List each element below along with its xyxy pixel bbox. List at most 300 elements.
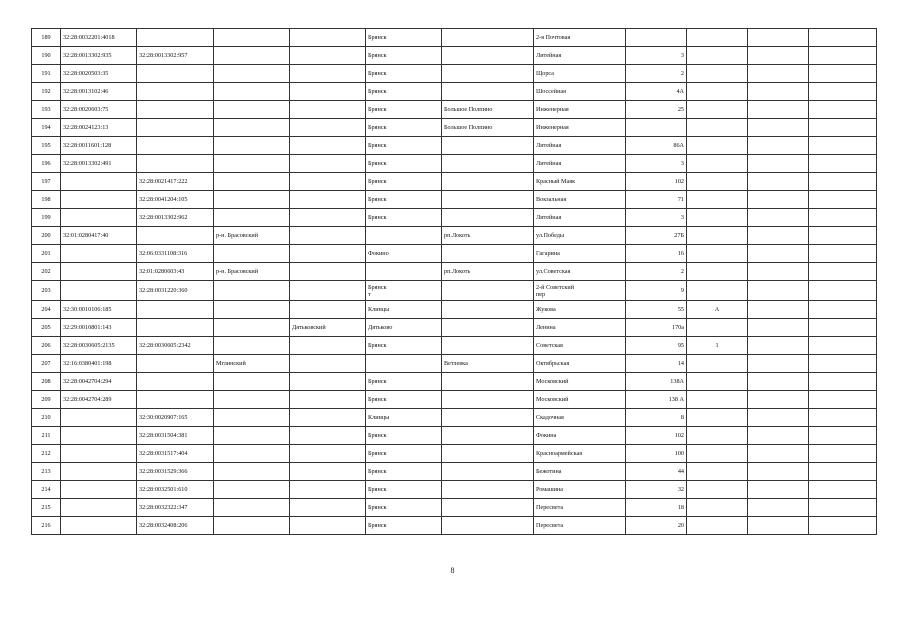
building-cell (687, 101, 748, 119)
house-number-cell: 3 (626, 47, 687, 65)
empty-cell (809, 463, 877, 481)
street-cell: Московский (534, 373, 626, 391)
table-row (32, 227, 877, 245)
empty-cell (809, 391, 877, 409)
table-row (32, 337, 877, 355)
city-cell: Брянск (366, 391, 442, 409)
cadastral-number-cell: 32:29:0010801:143 (61, 319, 137, 337)
district-cell (214, 517, 290, 535)
district-2-cell (290, 227, 366, 245)
settlement-cell (442, 463, 534, 481)
cadastral-number-cell: 32:16:0380401:198 (61, 355, 137, 373)
district-cell (214, 191, 290, 209)
building-cell: 1 (687, 337, 748, 355)
house-number-cell: 27Б (626, 227, 687, 245)
district-2-cell (290, 409, 366, 427)
table-row (32, 155, 877, 173)
settlement-cell (442, 391, 534, 409)
cadastral-number-cell: 32:28:0013302:935 (61, 47, 137, 65)
empty-cell (748, 137, 809, 155)
empty-cell (809, 191, 877, 209)
empty-cell (809, 517, 877, 535)
city-cell: Брянск (366, 29, 442, 47)
cadastral-number-cell (61, 173, 137, 191)
district-cell (214, 373, 290, 391)
cadastral-number-2-cell: 32:28:0032501:610 (137, 481, 214, 499)
cadastral-number-cell: 32:28:0020603:75 (61, 101, 137, 119)
cadastral-number-cell (61, 445, 137, 463)
building-cell (687, 281, 748, 301)
city-cell (366, 263, 442, 281)
settlement-cell (442, 409, 534, 427)
cadastral-number-2-cell (137, 373, 214, 391)
district-2-cell (290, 355, 366, 373)
table-row (32, 83, 877, 101)
cadastral-number-cell (61, 481, 137, 499)
row-number-cell: 194 (32, 119, 61, 137)
street-cell: Литейная (534, 155, 626, 173)
district-cell (214, 391, 290, 409)
cadastral-number-2-cell: 32:28:0013302:957 (137, 47, 214, 65)
empty-cell (809, 499, 877, 517)
settlement-cell (442, 191, 534, 209)
building-cell (687, 499, 748, 517)
street-cell: Гагарина (534, 245, 626, 263)
cadastral-number-cell (61, 409, 137, 427)
table-row (32, 137, 877, 155)
empty-cell (809, 445, 877, 463)
empty-cell (748, 337, 809, 355)
table-row (32, 319, 877, 337)
city-cell: Брянск (366, 191, 442, 209)
cadastral-number-2-cell: 32:28:0032408:206 (137, 517, 214, 535)
district-cell (214, 499, 290, 517)
empty-cell (748, 83, 809, 101)
street-cell: 2-я Почтовая (534, 29, 626, 47)
district-2-cell (290, 119, 366, 137)
empty-cell (748, 427, 809, 445)
cadastral-number-cell (61, 245, 137, 263)
house-number-cell (626, 29, 687, 47)
house-number-cell: 102 (626, 173, 687, 191)
row-number-cell: 200 (32, 227, 61, 245)
empty-cell (809, 29, 877, 47)
empty-cell (809, 155, 877, 173)
empty-cell (809, 119, 877, 137)
house-number-cell: 170а (626, 319, 687, 337)
empty-cell (748, 319, 809, 337)
settlement-cell (442, 173, 534, 191)
street-cell: Октябрьская (534, 355, 626, 373)
empty-cell (809, 481, 877, 499)
row-number-cell: 201 (32, 245, 61, 263)
cadastral-number-cell: 32:28:0042704:289 (61, 391, 137, 409)
table-row (32, 191, 877, 209)
table-row (32, 263, 877, 281)
building-cell (687, 373, 748, 391)
row-number-cell: 195 (32, 137, 61, 155)
empty-cell (809, 409, 877, 427)
row-number-cell: 203 (32, 281, 61, 301)
building-cell (687, 463, 748, 481)
table-row (32, 391, 877, 409)
settlement-cell (442, 137, 534, 155)
empty-cell (748, 373, 809, 391)
house-number-cell: 18 (626, 499, 687, 517)
settlement-cell (442, 373, 534, 391)
empty-cell (809, 83, 877, 101)
empty-cell (809, 427, 877, 445)
district-2-cell (290, 29, 366, 47)
city-cell: Фокино (366, 245, 442, 263)
house-number-cell: 138 А (626, 391, 687, 409)
row-number-cell: 213 (32, 463, 61, 481)
settlement-cell (442, 29, 534, 47)
district-2-cell (290, 373, 366, 391)
table-row (32, 481, 877, 499)
settlement-cell (442, 65, 534, 83)
city-cell: Брянск (366, 517, 442, 535)
building-cell (687, 155, 748, 173)
cadastral-number-2-cell (137, 83, 214, 101)
district-cell (214, 337, 290, 355)
street-cell: Инженерная (534, 101, 626, 119)
district-cell (214, 65, 290, 83)
settlement-cell: Большое Полпино (442, 101, 534, 119)
street-cell: Пересвета (534, 499, 626, 517)
house-number-cell: 95 (626, 337, 687, 355)
cadastral-number-2-cell: 32:28:0021417:222 (137, 173, 214, 191)
empty-cell (809, 281, 877, 301)
building-cell: А (687, 301, 748, 319)
empty-cell (748, 355, 809, 373)
cadastral-number-2-cell (137, 29, 214, 47)
table-row (32, 301, 877, 319)
district-cell (214, 445, 290, 463)
district-cell: Мглинский (214, 355, 290, 373)
settlement-cell (442, 83, 534, 101)
row-number-cell: 190 (32, 47, 61, 65)
street-cell: Ромашина (534, 481, 626, 499)
street-cell: Советская (534, 337, 626, 355)
empty-cell (809, 137, 877, 155)
cadastral-number-cell: 32:28:0042704:294 (61, 373, 137, 391)
table-row (32, 29, 877, 47)
building-cell (687, 227, 748, 245)
street-cell: Бежотина (534, 463, 626, 481)
row-number-cell: 214 (32, 481, 61, 499)
street-cell: Скадочная (534, 409, 626, 427)
district-2-cell (290, 427, 366, 445)
empty-cell (748, 499, 809, 517)
house-number-cell: 25 (626, 101, 687, 119)
building-cell (687, 191, 748, 209)
cadastral-number-cell: 32:28:0024123:13 (61, 119, 137, 137)
cadastral-number-cell: 32:01:0280417:40 (61, 227, 137, 245)
cadastral-number-2-cell (137, 101, 214, 119)
street-cell: ул.Победы (534, 227, 626, 245)
cadastral-number-2-cell (137, 391, 214, 409)
cadastral-number-2-cell (137, 155, 214, 173)
cadastral-number-cell: 32:28:0011601:128 (61, 137, 137, 155)
empty-cell (748, 245, 809, 263)
city-cell: Брянск (366, 463, 442, 481)
street-cell: Литейная (534, 137, 626, 155)
district-2-cell (290, 155, 366, 173)
district-2-cell (290, 281, 366, 301)
row-number-cell: 210 (32, 409, 61, 427)
city-cell: Брянск (366, 373, 442, 391)
city-cell: Брянск (366, 481, 442, 499)
cadastral-number-2-cell (137, 227, 214, 245)
empty-cell (809, 355, 877, 373)
city-cell: Брянск т (366, 281, 442, 301)
district-2-cell (290, 101, 366, 119)
row-number-cell: 193 (32, 101, 61, 119)
cadastral-number-2-cell (137, 301, 214, 319)
street-cell: Ленина (534, 319, 626, 337)
empty-cell (748, 191, 809, 209)
district-cell (214, 137, 290, 155)
table-row (32, 409, 877, 427)
city-cell: Брянск (366, 209, 442, 227)
district-2-cell (290, 173, 366, 191)
house-number-cell: 138А (626, 373, 687, 391)
row-number-cell: 205 (32, 319, 61, 337)
empty-cell (748, 301, 809, 319)
building-cell (687, 29, 748, 47)
row-number-cell: 199 (32, 209, 61, 227)
table-row (32, 47, 877, 65)
district-2-cell (290, 47, 366, 65)
settlement-cell: рп.Локоть (442, 263, 534, 281)
district-2-cell: Дятьковский (290, 319, 366, 337)
house-number-cell: 100 (626, 445, 687, 463)
cadastral-number-2-cell: 32:28:0031517:404 (137, 445, 214, 463)
district-2-cell (290, 499, 366, 517)
city-cell: Брянск (366, 155, 442, 173)
row-number-cell: 196 (32, 155, 61, 173)
house-number-cell: 20 (626, 517, 687, 535)
city-cell: Клинцы (366, 409, 442, 427)
cadastral-number-2-cell (137, 355, 214, 373)
city-cell: Брянск (366, 499, 442, 517)
empty-cell (809, 173, 877, 191)
settlement-cell (442, 47, 534, 65)
house-number-cell: 44 (626, 463, 687, 481)
district-cell (214, 173, 290, 191)
street-cell: Красный Маяк (534, 173, 626, 191)
empty-cell (748, 445, 809, 463)
city-cell: Брянск (366, 137, 442, 155)
empty-cell (748, 119, 809, 137)
street-cell: Фокина (534, 427, 626, 445)
settlement-cell (442, 337, 534, 355)
house-number-cell: 2 (626, 263, 687, 281)
street-cell: Литейная (534, 47, 626, 65)
empty-cell (748, 173, 809, 191)
building-cell (687, 137, 748, 155)
row-number-cell: 189 (32, 29, 61, 47)
settlement-cell (442, 281, 534, 301)
empty-cell (748, 29, 809, 47)
district-cell (214, 281, 290, 301)
settlement-cell (442, 517, 534, 535)
house-number-cell: 86А (626, 137, 687, 155)
cadastral-number-cell: 32:28:0030605:2135 (61, 337, 137, 355)
empty-cell (748, 391, 809, 409)
cadastral-number-2-cell: 32:28:0032322:347 (137, 499, 214, 517)
registry-table-container (31, 28, 876, 535)
house-number-cell: 16 (626, 245, 687, 263)
empty-cell (748, 101, 809, 119)
district-2-cell (290, 301, 366, 319)
cadastral-number-2-cell: 32:28:0031529:366 (137, 463, 214, 481)
district-2-cell (290, 191, 366, 209)
empty-cell (748, 47, 809, 65)
settlement-cell (442, 301, 534, 319)
city-cell: Дятьково (366, 319, 442, 337)
cadastral-number-2-cell: 32:28:0041204:105 (137, 191, 214, 209)
house-number-cell: 9 (626, 281, 687, 301)
empty-cell (809, 209, 877, 227)
city-cell: Брянск (366, 445, 442, 463)
row-number-cell: 207 (32, 355, 61, 373)
district-cell (214, 301, 290, 319)
row-number-cell: 216 (32, 517, 61, 535)
row-number-cell: 215 (32, 499, 61, 517)
settlement-cell (442, 499, 534, 517)
settlement-cell (442, 209, 534, 227)
district-2-cell (290, 65, 366, 83)
district-2-cell (290, 463, 366, 481)
cadastral-number-cell (61, 191, 137, 209)
table-row (32, 173, 877, 191)
building-cell (687, 173, 748, 191)
district-2-cell (290, 481, 366, 499)
building-cell (687, 65, 748, 83)
page-number: 8 (450, 566, 455, 575)
row-number-cell: 211 (32, 427, 61, 445)
building-cell (687, 263, 748, 281)
row-number-cell: 198 (32, 191, 61, 209)
street-cell: Щорса (534, 65, 626, 83)
registry-table (31, 28, 877, 535)
building-cell (687, 517, 748, 535)
house-number-cell: 14 (626, 355, 687, 373)
empty-cell (748, 155, 809, 173)
empty-cell (809, 319, 877, 337)
cadastral-number-cell (61, 427, 137, 445)
district-cell: р-н. Брасовский (214, 263, 290, 281)
district-cell (214, 155, 290, 173)
district-cell (214, 463, 290, 481)
empty-cell (748, 463, 809, 481)
street-cell: ул.Советская (534, 263, 626, 281)
cadastral-number-2-cell: 32:28:0013302:962 (137, 209, 214, 227)
city-cell: Брянск (366, 173, 442, 191)
settlement-cell (442, 427, 534, 445)
row-number-cell: 192 (32, 83, 61, 101)
house-number-cell: 2 (626, 65, 687, 83)
table-row (32, 445, 877, 463)
building-cell (687, 427, 748, 445)
table-row (32, 209, 877, 227)
street-cell: Вокзальная (534, 191, 626, 209)
house-number-cell: 3 (626, 209, 687, 227)
city-cell: Брянск (366, 337, 442, 355)
empty-cell (748, 209, 809, 227)
building-cell (687, 409, 748, 427)
building-cell (687, 481, 748, 499)
cadastral-number-cell: 32:28:0020503:35 (61, 65, 137, 83)
settlement-cell (442, 481, 534, 499)
district-2-cell (290, 209, 366, 227)
street-cell: Инженерная (534, 119, 626, 137)
house-number-cell: 71 (626, 191, 687, 209)
city-cell: Брянск (366, 101, 442, 119)
district-cell (214, 481, 290, 499)
street-cell: Шоссейная (534, 83, 626, 101)
house-number-cell: 102 (626, 427, 687, 445)
building-cell (687, 83, 748, 101)
row-number-cell: 191 (32, 65, 61, 83)
district-cell (214, 101, 290, 119)
table-row (32, 517, 877, 535)
cadastral-number-2-cell: 32:30:0020907:165 (137, 409, 214, 427)
table-row (32, 355, 877, 373)
district-2-cell (290, 245, 366, 263)
settlement-cell (442, 319, 534, 337)
building-cell (687, 119, 748, 137)
cadastral-number-2-cell (137, 319, 214, 337)
table-row (32, 119, 877, 137)
cadastral-number-cell: 32:30:0010106:185 (61, 301, 137, 319)
empty-cell (809, 101, 877, 119)
district-cell (214, 245, 290, 263)
building-cell (687, 47, 748, 65)
house-number-cell: 32 (626, 481, 687, 499)
table-row (32, 65, 877, 83)
empty-cell (748, 281, 809, 301)
district-2-cell (290, 517, 366, 535)
table-row (32, 245, 877, 263)
row-number-cell: 209 (32, 391, 61, 409)
table-row (32, 281, 877, 301)
building-cell (687, 391, 748, 409)
row-number-cell: 206 (32, 337, 61, 355)
district-2-cell (290, 83, 366, 101)
empty-cell (809, 227, 877, 245)
house-number-cell: 8 (626, 409, 687, 427)
district-2-cell (290, 391, 366, 409)
settlement-cell: рп.Локоть (442, 227, 534, 245)
district-cell (214, 119, 290, 137)
cadastral-number-2-cell: 32:28:0031504:381 (137, 427, 214, 445)
city-cell: Брянск (366, 65, 442, 83)
empty-cell (748, 481, 809, 499)
street-cell: Литейная (534, 209, 626, 227)
city-cell (366, 355, 442, 373)
settlement-cell: Ветлевка (442, 355, 534, 373)
district-cell (214, 83, 290, 101)
table-row (32, 463, 877, 481)
district-2-cell (290, 337, 366, 355)
cadastral-number-2-cell (137, 119, 214, 137)
cadastral-number-cell (61, 499, 137, 517)
city-cell: Брянск (366, 427, 442, 445)
district-2-cell (290, 263, 366, 281)
